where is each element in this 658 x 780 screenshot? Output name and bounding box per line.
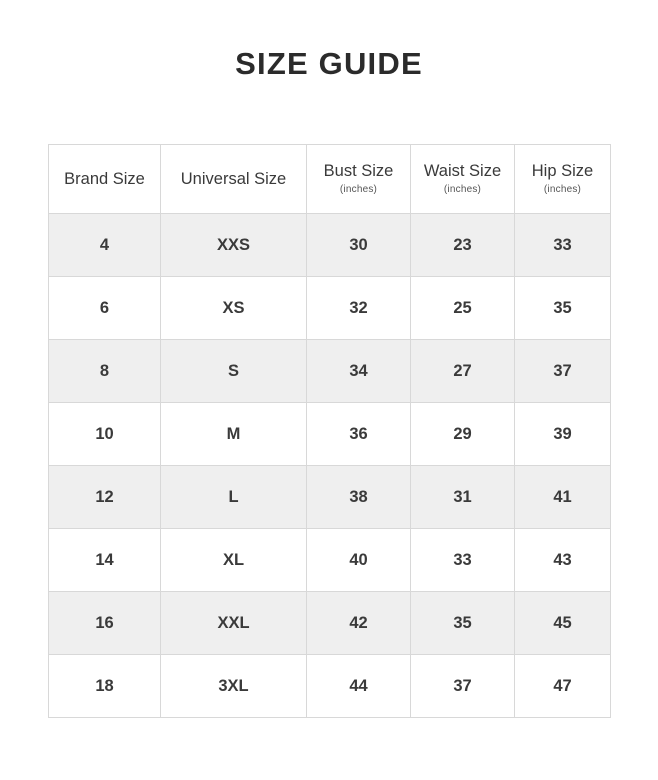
cell-waist-size: 29 <box>411 403 515 466</box>
cell-hip-size: 39 <box>515 403 611 466</box>
cell-universal-size: S <box>161 340 307 403</box>
cell-brand-size: 8 <box>49 340 161 403</box>
cell-brand-size: 4 <box>49 214 161 277</box>
cell-bust-size: 32 <box>307 277 411 340</box>
cell-waist-size: 35 <box>411 592 515 655</box>
cell-bust-size: 34 <box>307 340 411 403</box>
column-header-waist-size <box>411 145 515 214</box>
table-row <box>49 592 611 655</box>
cell-hip-size: 41 <box>515 466 611 529</box>
cell-hip-size: 43 <box>515 529 611 592</box>
table-row <box>49 340 611 403</box>
cell-universal-size: XS <box>161 277 307 340</box>
cell-bust-size: 42 <box>307 592 411 655</box>
cell-waist-size: 31 <box>411 466 515 529</box>
column-header-unit: (inches) <box>339 184 378 196</box>
table-row <box>49 403 611 466</box>
table-header-row <box>49 145 611 214</box>
cell-waist-size: 25 <box>411 277 515 340</box>
cell-brand-size: 6 <box>49 277 161 340</box>
cell-bust-size: 36 <box>307 403 411 466</box>
column-header-label: Brand Size <box>64 169 145 188</box>
column-header-label: Universal Size <box>180 169 287 188</box>
cell-bust-size: 44 <box>307 655 411 718</box>
cell-universal-size: XXL <box>161 592 307 655</box>
column-header-unit: (inches) <box>543 184 582 196</box>
cell-waist-size: 37 <box>411 655 515 718</box>
column-header-universal-size <box>161 145 307 214</box>
column-header-hip-size <box>515 145 611 214</box>
table-row <box>49 277 611 340</box>
column-header-label: Hip Size <box>531 162 594 181</box>
column-header-unit: (inches) <box>443 184 482 196</box>
cell-hip-size: 37 <box>515 340 611 403</box>
table-row <box>49 529 611 592</box>
cell-brand-size: 16 <box>49 592 161 655</box>
table-row <box>49 655 611 718</box>
cell-brand-size: 14 <box>49 529 161 592</box>
cell-universal-size: M <box>161 403 307 466</box>
size-guide-table-container <box>48 144 610 718</box>
cell-universal-size: 3XL <box>161 655 307 718</box>
page-title: SIZE GUIDE <box>235 46 423 81</box>
cell-brand-size: 12 <box>49 466 161 529</box>
cell-hip-size: 47 <box>515 655 611 718</box>
cell-universal-size: XXS <box>161 214 307 277</box>
column-header-brand-size <box>49 145 161 214</box>
column-header-bust-size <box>307 145 411 214</box>
cell-brand-size: 18 <box>49 655 161 718</box>
cell-universal-size: L <box>161 466 307 529</box>
table-row <box>49 214 611 277</box>
cell-hip-size: 35 <box>515 277 611 340</box>
cell-hip-size: 45 <box>515 592 611 655</box>
table-row <box>49 466 611 529</box>
cell-waist-size: 27 <box>411 340 515 403</box>
cell-waist-size: 23 <box>411 214 515 277</box>
cell-brand-size: 10 <box>49 403 161 466</box>
table-header <box>49 145 611 214</box>
size-guide-table <box>48 144 611 718</box>
cell-hip-size: 33 <box>515 214 611 277</box>
column-header-label: Bust Size <box>323 162 394 181</box>
cell-waist-size: 33 <box>411 529 515 592</box>
cell-bust-size: 40 <box>307 529 411 592</box>
size-guide-page <box>0 46 658 780</box>
cell-universal-size: XL <box>161 529 307 592</box>
cell-bust-size: 30 <box>307 214 411 277</box>
cell-bust-size: 38 <box>307 466 411 529</box>
table-body <box>49 214 611 718</box>
column-header-label: Waist Size <box>423 162 502 181</box>
